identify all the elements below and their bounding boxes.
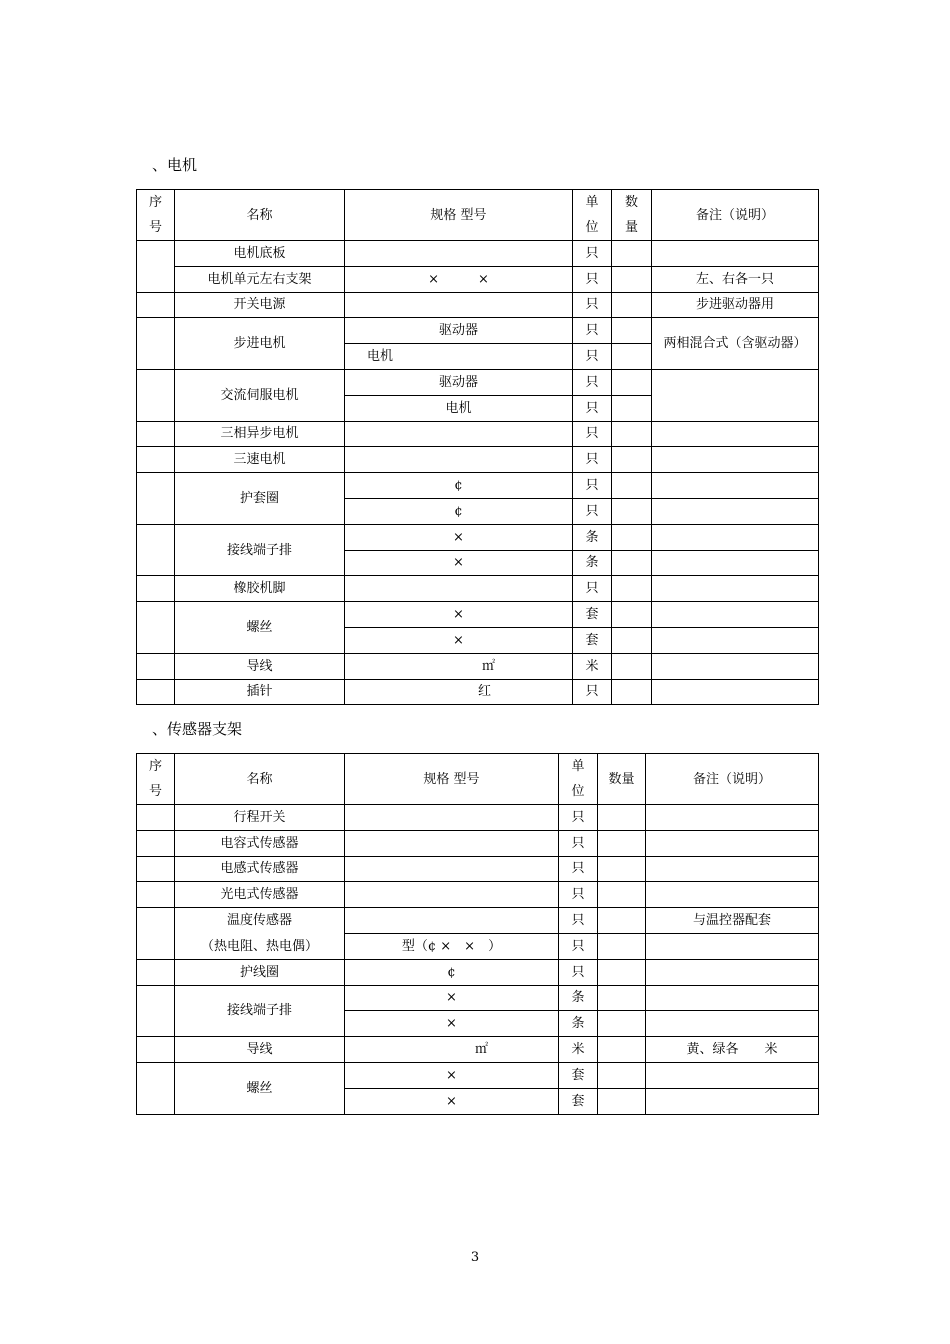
spec-cell: × xyxy=(345,550,573,576)
qty-cell xyxy=(612,524,652,550)
spec-cell: ㎡ xyxy=(345,653,573,679)
section-heading-sensor-bracket: 、传感器支架 xyxy=(152,720,243,738)
spec-cell: 驱动器 xyxy=(345,369,573,395)
seq-cell xyxy=(137,447,175,473)
header-name: 名称 xyxy=(175,754,345,805)
unit-cell: 只 xyxy=(573,421,612,447)
unit-cell: 套 xyxy=(573,602,612,628)
name-cell: 电机单元左右支架 xyxy=(175,266,345,292)
spec-cell: ㎡ xyxy=(345,1037,559,1063)
qty-cell xyxy=(612,576,652,602)
spec-cell xyxy=(345,576,573,602)
seq-cell xyxy=(137,1037,175,1063)
table-row xyxy=(137,985,819,1011)
qty-cell xyxy=(612,473,652,499)
header-name: 名称 xyxy=(175,190,345,241)
qty-cell xyxy=(598,1062,646,1088)
note-cell xyxy=(652,653,819,679)
spec-cell: 电机 xyxy=(345,344,573,370)
note-cell xyxy=(646,856,819,882)
spec-cell: × xyxy=(345,524,573,550)
note-cell xyxy=(652,524,819,550)
table-row xyxy=(137,856,819,882)
unit-cell: 只 xyxy=(573,498,612,524)
table-row xyxy=(137,318,819,344)
unit-cell: 米 xyxy=(559,1037,598,1063)
note-cell xyxy=(652,627,819,653)
qty-cell xyxy=(612,395,652,421)
name-cell: 步进电机 xyxy=(175,318,345,370)
qty-cell xyxy=(598,1088,646,1114)
qty-cell xyxy=(598,1037,646,1063)
seq-cell xyxy=(137,292,175,318)
unit-cell: 只 xyxy=(559,805,598,831)
name-cell: 橡胶机脚 xyxy=(175,576,345,602)
unit-cell: 只 xyxy=(573,266,612,292)
unit-cell: 只 xyxy=(559,882,598,908)
header-note: 备注（说明） xyxy=(652,190,819,241)
table-row xyxy=(137,1037,819,1063)
unit-cell: 只 xyxy=(559,856,598,882)
table-header-row xyxy=(137,190,819,241)
header-unit: 单 位 xyxy=(559,754,598,805)
table-row xyxy=(137,908,819,934)
seq-cell xyxy=(137,576,175,602)
unit-cell: 条 xyxy=(559,1011,598,1037)
unit-cell: 只 xyxy=(573,369,612,395)
unit-cell: 条 xyxy=(559,985,598,1011)
qty-cell xyxy=(612,679,652,705)
qty-cell xyxy=(598,882,646,908)
qty-cell xyxy=(598,959,646,985)
name-cell: 接线端子排 xyxy=(175,985,345,1037)
seq-cell xyxy=(137,805,175,831)
table-row xyxy=(137,576,819,602)
seq-cell xyxy=(137,908,175,960)
seq-cell xyxy=(137,653,175,679)
seq-cell xyxy=(137,369,175,421)
name-cell: 螺丝 xyxy=(175,602,345,654)
seq-cell xyxy=(137,882,175,908)
name-cell: 护线圈 xyxy=(175,959,345,985)
qty-cell xyxy=(598,985,646,1011)
note-cell xyxy=(646,830,819,856)
table-row xyxy=(137,679,819,705)
table-row xyxy=(137,524,819,550)
table-row xyxy=(137,266,819,292)
qty-cell xyxy=(612,447,652,473)
note-cell xyxy=(652,602,819,628)
table-row xyxy=(137,421,819,447)
spec-cell xyxy=(345,856,559,882)
note-cell xyxy=(652,421,819,447)
table-row xyxy=(137,805,819,831)
note-cell: 两相混合式（含驱动器） xyxy=(652,318,819,370)
seq-cell xyxy=(137,473,175,525)
seq-cell xyxy=(137,856,175,882)
spec-cell: × xyxy=(345,985,559,1011)
name-cell: 温度传感器 xyxy=(175,908,345,934)
name-cell: 电容式传感器 xyxy=(175,830,345,856)
name-cell: 螺丝 xyxy=(175,1062,345,1114)
spec-cell xyxy=(345,805,559,831)
qty-cell xyxy=(612,241,652,267)
qty-cell xyxy=(612,627,652,653)
name-cell: 接线端子排 xyxy=(175,524,345,576)
note-cell xyxy=(646,1062,819,1088)
spec-cell: × xyxy=(345,1088,559,1114)
spec-cell xyxy=(345,292,573,318)
unit-cell: 米 xyxy=(573,653,612,679)
note-cell xyxy=(652,447,819,473)
note-cell xyxy=(646,933,819,959)
header-seq: 序 号 xyxy=(137,190,175,241)
note-cell xyxy=(652,369,819,421)
qty-cell xyxy=(612,344,652,370)
unit-cell: 只 xyxy=(573,318,612,344)
table-row xyxy=(137,292,819,318)
spec-cell: 电机 xyxy=(345,395,573,421)
table-row xyxy=(137,882,819,908)
table-row xyxy=(137,653,819,679)
name-cell: 电感式传感器 xyxy=(175,856,345,882)
table-row xyxy=(137,959,819,985)
qty-cell xyxy=(612,292,652,318)
note-cell xyxy=(646,805,819,831)
seq-cell xyxy=(137,602,175,654)
qty-cell xyxy=(612,550,652,576)
section-heading-motor: 、电机 xyxy=(152,156,198,174)
header-spec: 规格 型号 xyxy=(345,190,573,241)
note-cell: 步进驱动器用 xyxy=(652,292,819,318)
name-cell: （热电阻、热电偶） xyxy=(175,933,345,959)
qty-cell xyxy=(612,602,652,628)
header-unit: 单 位 xyxy=(573,190,612,241)
table-row xyxy=(137,369,819,395)
unit-cell: 条 xyxy=(573,550,612,576)
name-cell: 导线 xyxy=(175,1037,345,1063)
note-cell: 黄、绿各 米 xyxy=(646,1037,819,1063)
seq-cell xyxy=(137,318,175,370)
note-cell xyxy=(652,679,819,705)
unit-cell: 只 xyxy=(559,933,598,959)
spec-cell: 红 xyxy=(345,679,573,705)
unit-cell: 套 xyxy=(559,1062,598,1088)
spec-cell xyxy=(345,830,559,856)
seq-cell xyxy=(137,959,175,985)
spec-cell: × xyxy=(345,1011,559,1037)
name-cell: 插针 xyxy=(175,679,345,705)
qty-cell xyxy=(598,933,646,959)
spec-cell: × xyxy=(345,627,573,653)
table-row xyxy=(137,602,819,628)
unit-cell: 只 xyxy=(559,830,598,856)
name-cell: 护套圈 xyxy=(175,473,345,525)
unit-cell: 套 xyxy=(573,627,612,653)
qty-cell xyxy=(598,908,646,934)
unit-cell: 只 xyxy=(573,679,612,705)
table-header-row xyxy=(137,754,819,805)
spec-cell xyxy=(345,421,573,447)
unit-cell: 只 xyxy=(573,344,612,370)
table-row xyxy=(137,1062,819,1088)
page-number: 3 xyxy=(470,1250,480,1265)
note-cell: 与温控器配套 xyxy=(646,908,819,934)
name-cell: 导线 xyxy=(175,653,345,679)
seq-cell xyxy=(137,1062,175,1114)
unit-cell: 只 xyxy=(573,241,612,267)
name-cell: 开关电源 xyxy=(175,292,345,318)
seq-cell xyxy=(137,421,175,447)
note-cell xyxy=(646,882,819,908)
seq-cell xyxy=(137,830,175,856)
qty-cell xyxy=(612,369,652,395)
header-spec: 规格 型号 xyxy=(345,754,559,805)
qty-cell xyxy=(598,856,646,882)
spec-cell: 型（¢ × × ） xyxy=(345,933,559,959)
header-qty: 数量 xyxy=(598,754,646,805)
unit-cell: 只 xyxy=(573,473,612,499)
header-seq: 序 号 xyxy=(137,754,175,805)
qty-cell xyxy=(612,653,652,679)
table-row xyxy=(137,241,819,267)
unit-cell: 套 xyxy=(559,1088,598,1114)
unit-cell: 只 xyxy=(559,908,598,934)
table-row xyxy=(137,933,819,959)
qty-cell xyxy=(612,266,652,292)
unit-cell: 条 xyxy=(573,524,612,550)
seq-cell xyxy=(137,985,175,1037)
name-cell: 光电式传感器 xyxy=(175,882,345,908)
seq-cell xyxy=(137,241,175,293)
unit-cell: 只 xyxy=(573,447,612,473)
spec-cell xyxy=(345,908,559,934)
table-row xyxy=(137,830,819,856)
spec-cell xyxy=(345,241,573,267)
unit-cell: 只 xyxy=(573,576,612,602)
spec-cell: ¢ xyxy=(345,498,573,524)
note-cell xyxy=(646,959,819,985)
note-cell xyxy=(646,1088,819,1114)
motor-parts-table xyxy=(136,189,819,705)
spec-cell xyxy=(345,447,573,473)
note-cell xyxy=(652,550,819,576)
sensor-parts-table xyxy=(136,753,819,1115)
name-cell: 三相异步电机 xyxy=(175,421,345,447)
note-cell: 左、右各一只 xyxy=(652,266,819,292)
table-row xyxy=(137,473,819,499)
unit-cell: 只 xyxy=(559,959,598,985)
header-note: 备注（说明） xyxy=(646,754,819,805)
unit-cell: 只 xyxy=(573,395,612,421)
table-row xyxy=(137,447,819,473)
spec-cell: ¢ xyxy=(345,959,559,985)
name-cell: 电机底板 xyxy=(175,241,345,267)
spec-cell xyxy=(345,882,559,908)
seq-cell xyxy=(137,679,175,705)
qty-cell xyxy=(598,1011,646,1037)
qty-cell xyxy=(612,318,652,344)
header-qty: 数 量 xyxy=(612,190,652,241)
name-cell: 三速电机 xyxy=(175,447,345,473)
seq-cell xyxy=(137,524,175,576)
note-cell xyxy=(652,473,819,499)
name-cell: 行程开关 xyxy=(175,805,345,831)
qty-cell xyxy=(612,421,652,447)
note-cell xyxy=(652,241,819,267)
note-cell xyxy=(646,985,819,1011)
note-cell xyxy=(652,576,819,602)
note-cell xyxy=(646,1011,819,1037)
qty-cell xyxy=(598,805,646,831)
unit-cell: 只 xyxy=(573,292,612,318)
spec-cell: 驱动器 xyxy=(345,318,573,344)
qty-cell xyxy=(598,830,646,856)
qty-cell xyxy=(612,498,652,524)
spec-cell: × × xyxy=(345,266,573,292)
spec-cell: ¢ xyxy=(345,473,573,499)
spec-cell: × xyxy=(345,1062,559,1088)
spec-cell: × xyxy=(345,602,573,628)
name-cell: 交流伺服电机 xyxy=(175,369,345,421)
note-cell xyxy=(652,498,819,524)
